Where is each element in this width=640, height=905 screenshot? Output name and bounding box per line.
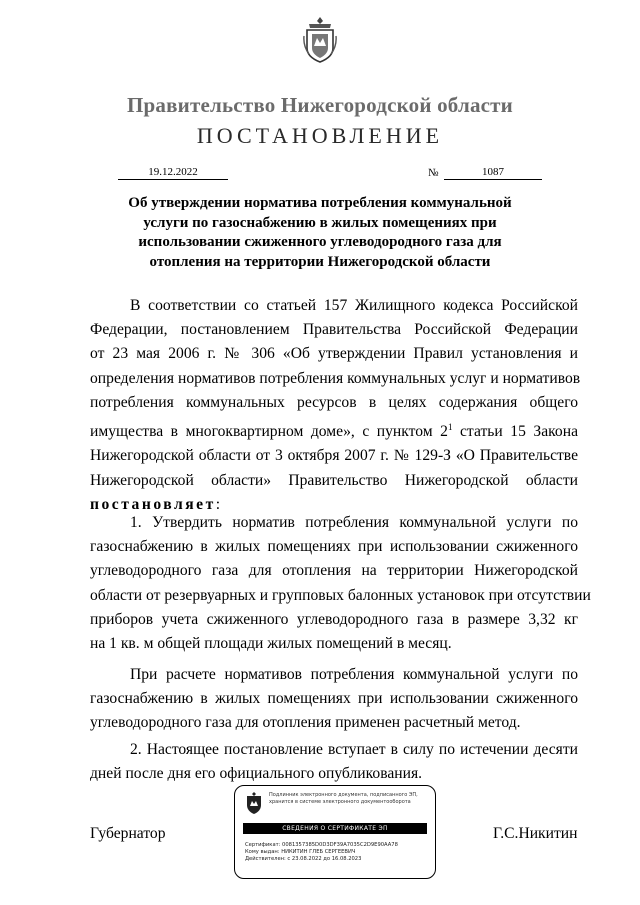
signer-position: Губернатор: [90, 825, 166, 842]
document-title: [100, 194, 540, 272]
decree-word: постановляет: [90, 495, 216, 513]
e-signature-stamp: [234, 785, 436, 879]
title-line: Об утверждении норматива потребления коммунальной: [128, 195, 512, 211]
text-line: углеводородного газа для отопления на территории Нижегородской: [90, 562, 578, 580]
text-line: Нижегородской области» Правительство Нижегородской области: [90, 471, 578, 489]
document-date: 19.12.2022: [118, 165, 228, 180]
number-label: №: [428, 167, 439, 179]
document-number: 1087: [444, 165, 542, 180]
text-line: от 23 мая 2006 г. № 306 «Об утверждении Правил установления и: [90, 345, 578, 363]
coat-of-arms-icon: [245, 792, 263, 816]
clause-1: [90, 511, 591, 656]
text-line: 2. Настоящее постановление вступает в силу по истечении десяти: [130, 741, 578, 758]
clause-2: [90, 738, 578, 786]
stamp-note-line: хранится в системе электронного документооборота: [269, 798, 411, 805]
organization-name: Правительство Нижегородской области: [127, 93, 513, 117]
text-segment: статьи 15 Закона: [452, 423, 578, 441]
text-line: газоснабжению в жилых помещениях при использовании сжиженного: [90, 690, 578, 708]
text-line: Федерации, постановлением Правительства Российской Федерации: [90, 321, 578, 339]
text-line: определения нормативов потребления коммунальных услуг и нормативов: [90, 369, 581, 387]
text-line: на 1 кв. м общей площади жилых помещений в месяц.: [90, 635, 452, 653]
signer-name: Г.С.Никитин: [493, 825, 578, 842]
document-type: ПОСТАНОВЛЕНИЕ: [196, 123, 444, 148]
text-line: В соответствии со статьей 157 Жилищного кодекса Российской: [130, 297, 578, 314]
text-line: дней после дня его официального опубликования.: [90, 765, 423, 783]
coat-of-arms-icon: [303, 16, 337, 64]
text-line: области от резервуарных и групповых балонных установок при отсутствии: [90, 586, 591, 604]
stamp-note-line: Подлинник электронного документа, подписанного ЭП,: [269, 792, 418, 798]
text-line: [90, 415, 578, 444]
text-line: углеводородного газа для отопления применен расчетный метод.: [90, 714, 521, 732]
text-line: газоснабжению в жилых помещениях при использовании сжиженного: [90, 538, 578, 556]
certificate-owner: Кому выдан: НИКИТИН ГЛЕБ СЕРГЕЕВИЧ: [245, 849, 356, 855]
text-line: потребления коммунальных ресурсов в целях содержания общего: [90, 393, 578, 411]
clause-1-note: [90, 663, 578, 736]
title-line: использовании сжиженного углеводородного газа для: [138, 234, 502, 250]
certificate-validity: Действителен: с 23.08.2022 до 16.08.2023: [245, 856, 362, 862]
stamp-note: [269, 792, 429, 805]
title-line: отопления на территории Нижегородской области: [149, 253, 491, 270]
text-line: приборов учета сжиженного углеводородного газа в размере 3,32 кг: [90, 610, 578, 628]
decree-colon: :: [215, 495, 221, 513]
certificate-id: Сертификат: 0081357385D0D3DF39A7035C2D9E90AA78: [245, 842, 398, 848]
superscript: 1: [447, 422, 453, 433]
preamble-paragraph: [90, 294, 581, 517]
text-line: 1. Утвердить норматив потребления коммунальной услуги по: [130, 514, 578, 531]
text-line: Нижегородской области от 3 октября 2007 г. № 129-З «О Правительстве: [90, 447, 578, 465]
stamp-title-bar: СВЕДЕНИЯ О СЕРТИФИКАТЕ ЭП: [243, 823, 427, 834]
text-line: При расчете нормативов потребления коммунальной услуги по: [130, 666, 578, 683]
text-segment: имущества в многоквартирном доме», с пунктом 2: [90, 423, 448, 441]
title-line: услуги по газоснабжению в жилых помещениях при: [143, 214, 497, 231]
